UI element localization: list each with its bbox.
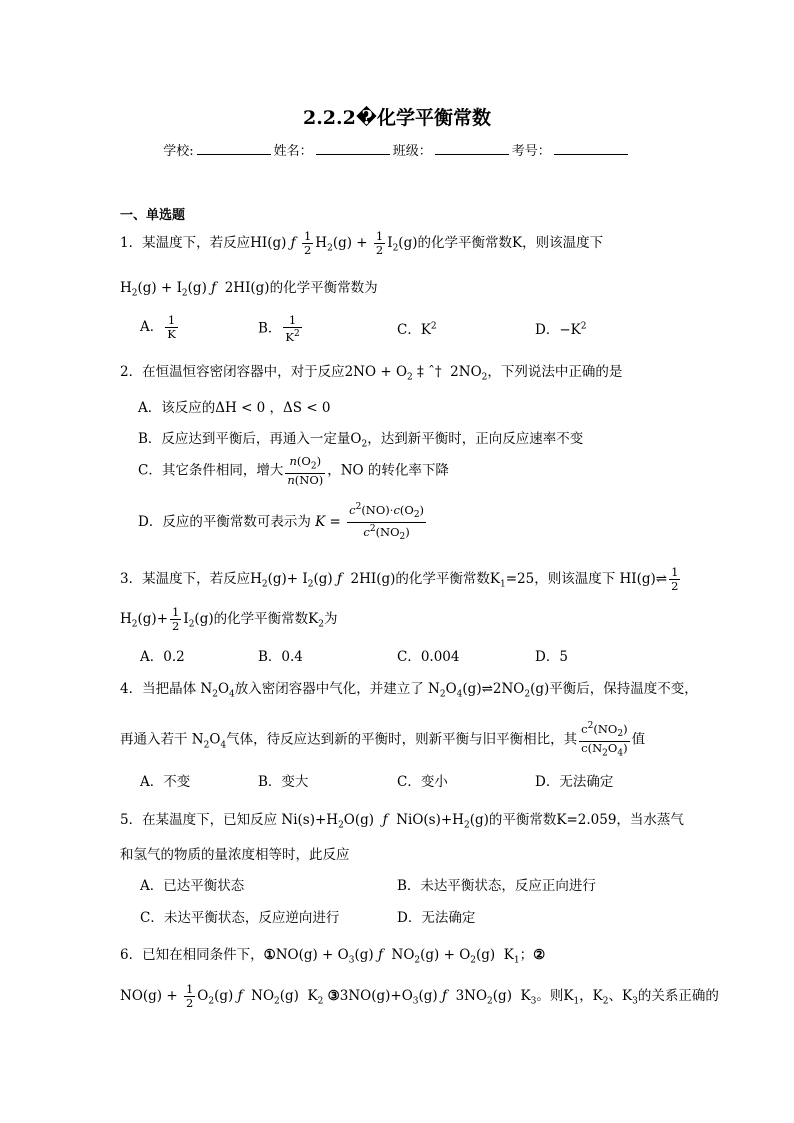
question-5-option-b[interactable]: B．未达平衡状态，反应正向进行 (397, 878, 596, 894)
question-5-line-1: 5．在某温度下，已知反应 $Ni(s)+H_2O(g)$ ƒ $NiO(s)+H_2(g)$的平衡常数K=2.059，当水蒸气 (120, 812, 684, 831)
question-3-line-1: 3．某温度下，若反应$H_2(g)+ I_2(g)$ ƒ 2HI(g)的化学平衡常数$K_1=25$，则该温度下 HI(g)⇌ $\frac{1}{2}$ (120, 565, 679, 593)
question-3-option-c[interactable]: C．0.004 (397, 649, 460, 665)
question-6-line-1: 6．已知在相同条件下，①NO(g) + $O_3(g)$ ƒ $NO_2(g) + O_2(g)$ $K_1$；② (120, 947, 546, 966)
question-2-option-b[interactable]: B．反应达到平衡后，再通入一定量$O_2$，达到新平衡时，正向反应速率不变 (138, 431, 584, 450)
question-2-stem: 2．在恒温恒容密闭容器中，对于反应$2NO + O_2$ ‡ ˆ† $2NO_2$，下列说法中正确的是 (120, 364, 623, 383)
question-1-option-c[interactable]: C．$K^2$ (397, 321, 437, 338)
question-1-line-1: 1．某温度下，若反应HI(g) ƒ $\frac{1}{2}$ $H_2(g)$ + $\frac{1}{2}$ $I_2(g)$的化学平衡常数K，则该温度下 (120, 229, 604, 257)
number-label: 考号： (511, 144, 551, 159)
question-3-option-a[interactable]: A．0.2 (140, 649, 185, 665)
question-5-option-c[interactable]: C．未达平衡状态，反应逆向进行 (140, 910, 340, 926)
question-4-option-b[interactable]: B．变大 (258, 774, 309, 790)
fraction-half: $\frac{1}{2}$ (671, 565, 679, 593)
question-2-option-c[interactable]: C．其它条件相同，增大 $\frac{n(O_2)}{n(NO)}$ ，NO 的转化率下降 (138, 454, 449, 488)
page-title: 2.2.2�化学平衡常数 (302, 107, 492, 129)
question-5-option-a[interactable]: A．已达平衡状态 (140, 878, 245, 894)
name-blank (316, 142, 390, 155)
class-blank (435, 142, 509, 155)
question-4-option-c[interactable]: C．变小 (397, 774, 448, 790)
number-blank (554, 142, 628, 155)
fraction-half: $\frac{1}{2}$ (303, 229, 312, 257)
question-3-option-d[interactable]: D．5 (535, 649, 568, 665)
question-1-line-2: $H_2(g) + I_2(g)$ ƒ 2HI(g)的化学平衡常数为 (120, 280, 378, 299)
question-6-line-2: NO(g) + $\frac{1}{2}$ $O_2(g)$ ƒ $NO_2(g)$ $K_2$ $③3NO(g)+O_3(g)$ ƒ $3NO_2(g)$ $K_3$。则$K_1$，$K_2$、$K_3$的关系正确的 (120, 982, 719, 1010)
question-2-option-a[interactable]: A．该反应的ΔH < 0 ，ΔS < 0 (138, 400, 331, 416)
question-1-option-a[interactable]: A． $\frac{1}{K}$ (140, 313, 176, 341)
question-1-option-b[interactable]: B． $\frac{1}{K^2}$ (258, 313, 300, 344)
question-2-option-d[interactable]: D．反应的平衡常数可表示为 K = $\frac{c^2(NO)\cdot c(O_2)}{c^2(NO_2)}$ (138, 502, 425, 543)
school-blank (197, 142, 271, 155)
question-4-option-d[interactable]: D．无法确定 (535, 774, 614, 790)
question-3-option-b[interactable]: B．0.4 (258, 649, 303, 665)
question-5-line-2: 和氢气的物质的量浓度相等时，此反应 (120, 847, 350, 863)
student-info-line (0, 140, 794, 159)
section-heading: 一、单选题 (120, 208, 186, 223)
question-4-line-2: 再通入若干 $N_2O_4$气体，待反应达到新的平衡时，则新平衡与旧平衡相比，其 $\frac{c^2(NO_2)}{c(N_2O_4)}$ 值 (120, 721, 646, 759)
fraction-half: $\frac{1}{2}$ (185, 982, 194, 1010)
question-1-option-d[interactable]: D．$-K^2$ (535, 321, 587, 338)
question-4-option-a[interactable]: A．不变 (140, 774, 191, 790)
question-5-option-d[interactable]: D．无法确定 (397, 910, 476, 926)
class-label: 班级： (392, 144, 432, 159)
question-4-line-1: 4．当把晶体 $N_2O_4$放入密闭容器中气化，并建立了 $N_2O_4(g)\rightleftharpoons 2NO_2(g)$平衡后，保持温度不变， (120, 681, 698, 700)
fraction-half: $\frac{1}{2}$ (172, 605, 180, 633)
name-label: 姓名： (273, 144, 313, 159)
question-3-line-2: $H_2(g)+$ $\frac{1}{2}$ $I_2(g)$的化学平衡常数$K_2$为 (120, 605, 338, 633)
fraction-half: $\frac{1}{2}$ (375, 229, 384, 257)
school-label: 学校: (163, 144, 194, 159)
